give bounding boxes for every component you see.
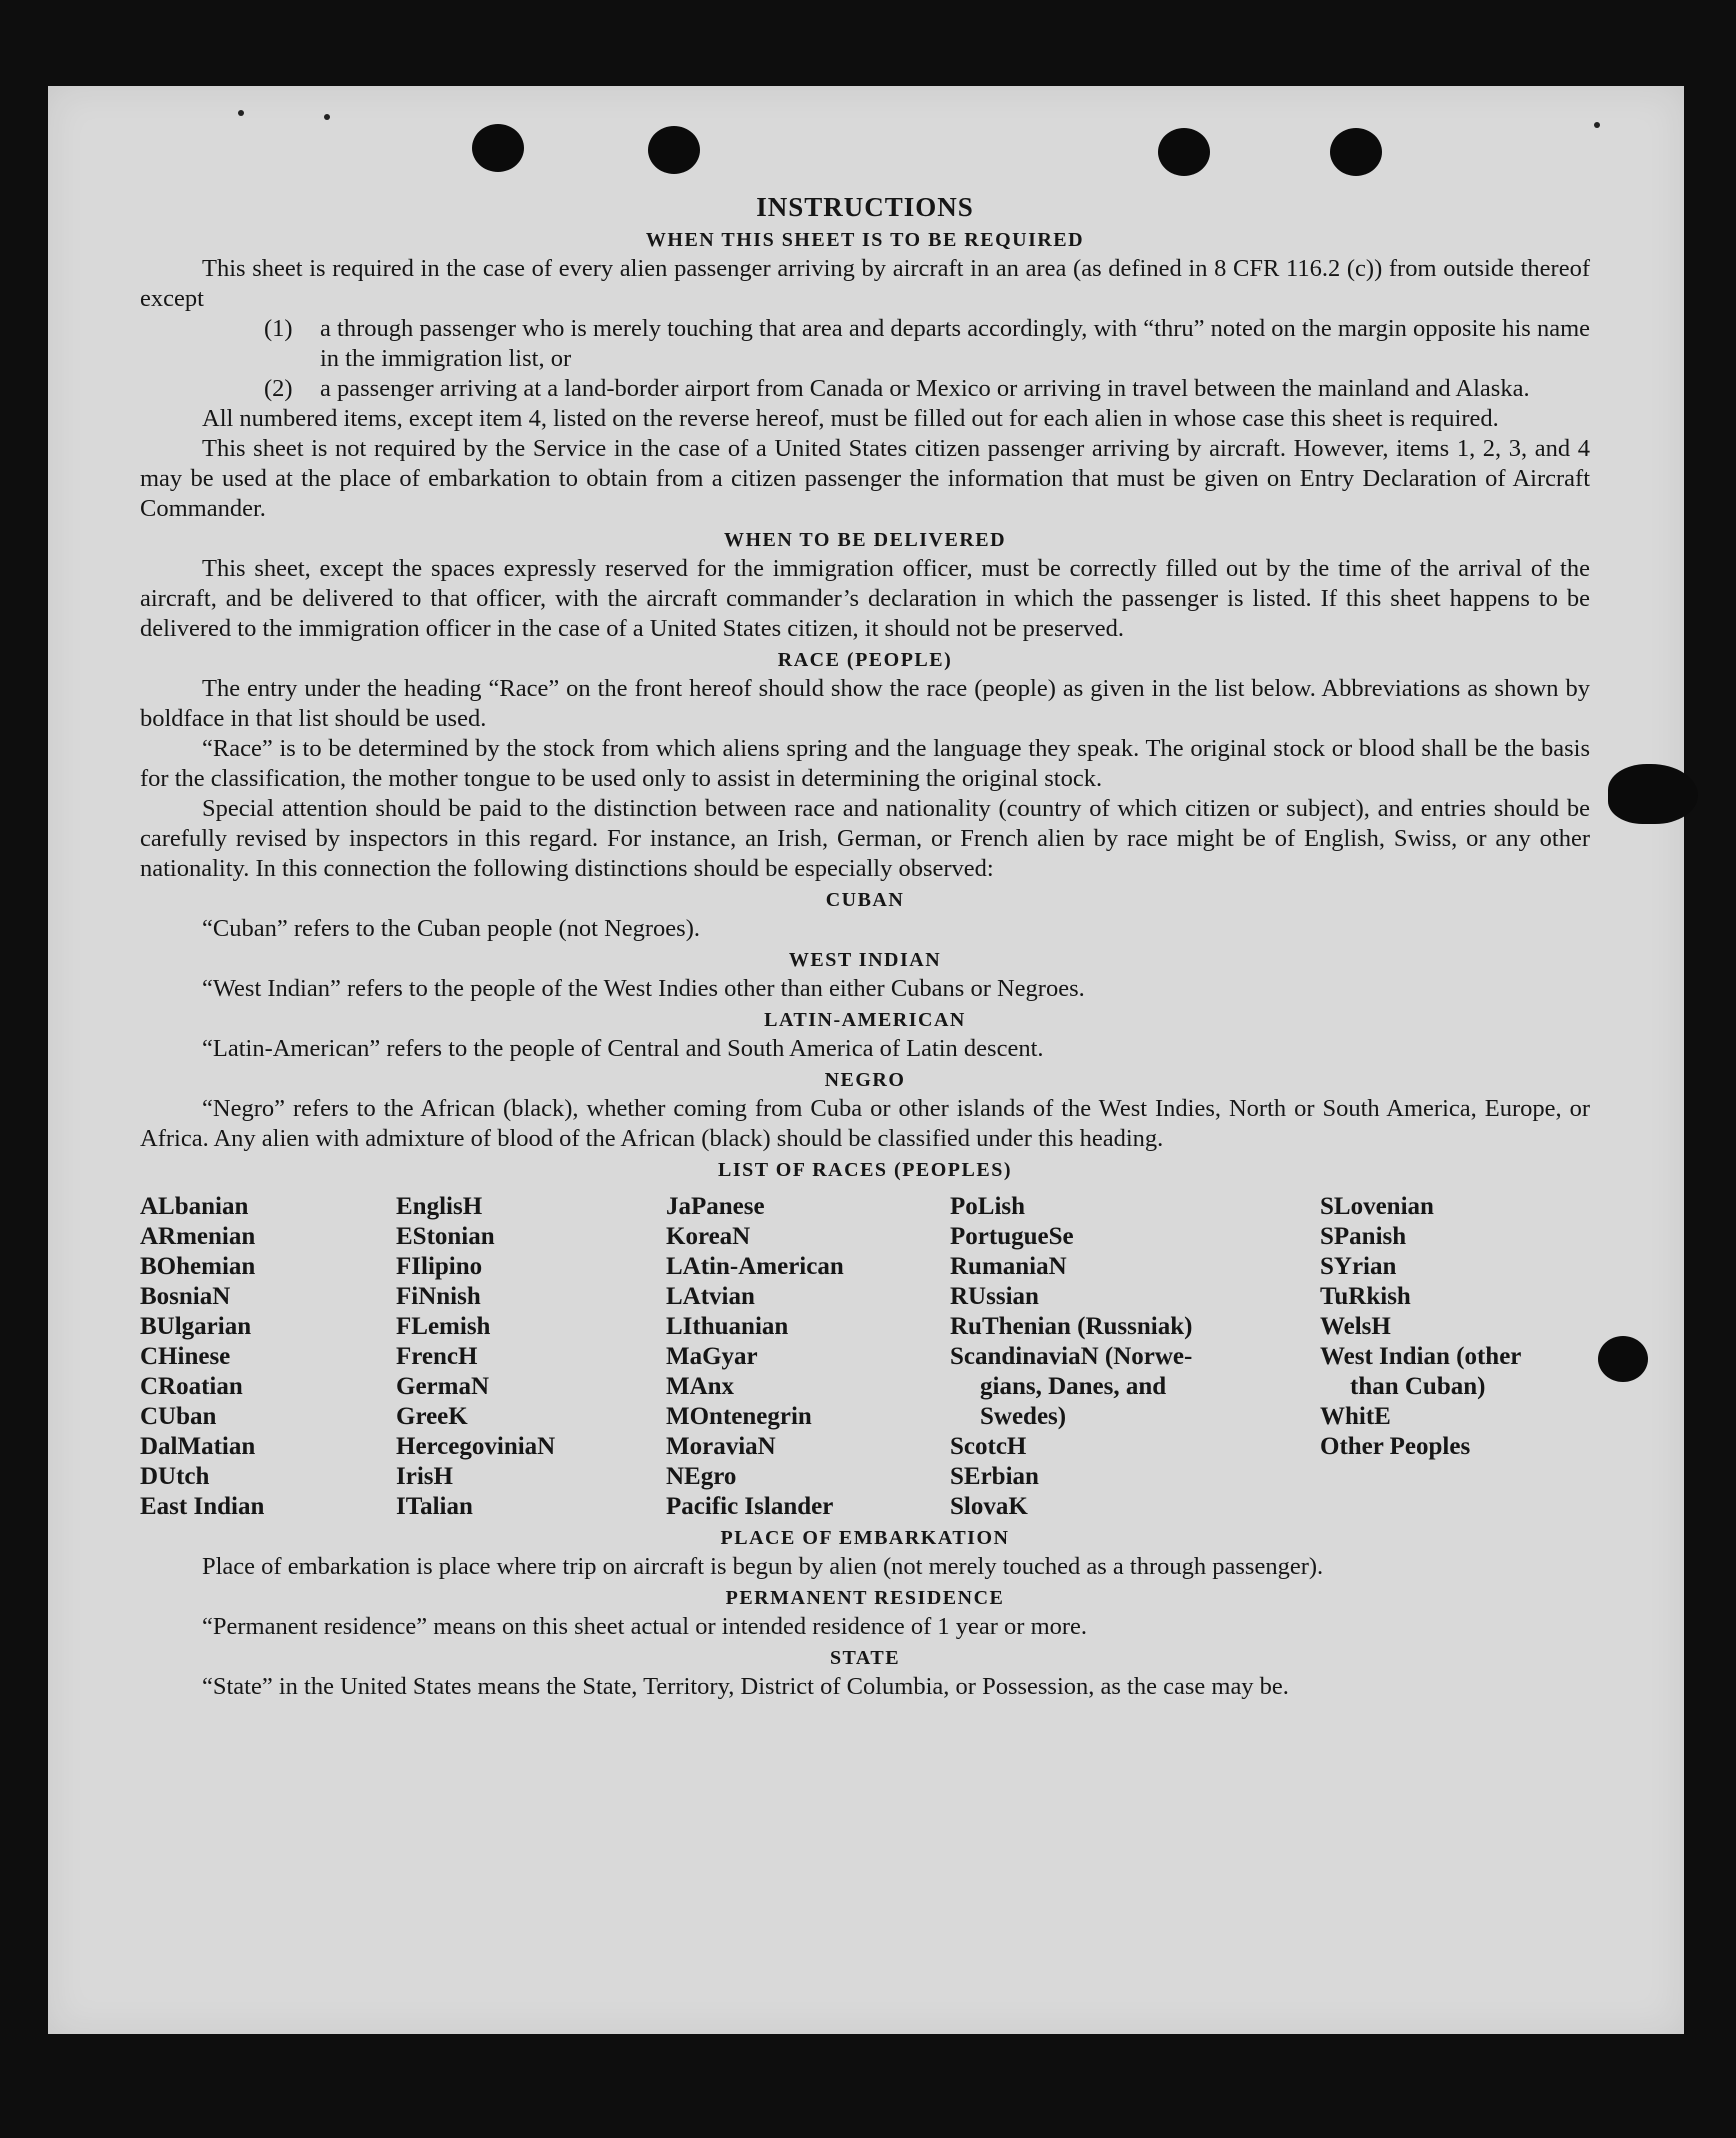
section-heading-negro: NEGRO xyxy=(824,1069,906,1091)
race-entry: ALbanian xyxy=(140,1193,249,1220)
race-entry: KoreaN xyxy=(666,1223,751,1250)
race-entry: Pacific Islander xyxy=(666,1493,834,1520)
race-entry: NEgro xyxy=(666,1463,737,1490)
race-entry: WhitE xyxy=(1320,1403,1391,1430)
item-text: a passenger arriving at a land-border airport from Canada or Mexico or arriving in travel between the mainland and Alaska. xyxy=(320,375,1530,402)
paragraph: This sheet is not required by the Service in the case of a United States citizen passenger arriving by aircraft. However, items 1, 2, 3, and 4 may be used at the place of embarkation to obtain from a citizen passenger the information that must be given on Entry Declaration of Aircraft Commander. xyxy=(140,435,1590,522)
race-entry: HercegoviniaN xyxy=(396,1433,556,1460)
section-heading-cuban: CUBAN xyxy=(825,889,905,911)
paragraph: Special attention should be paid to the distinction between race and nationality (country of which citizen or subject), and entries should be carefully revised by inspectors in this regard. For instance, an Irish, German, or French alien by race might be of English, Swiss, or any other nationality. In this connection the following distinctions should be especially observed: xyxy=(140,795,1590,882)
race-entry: Other Peoples xyxy=(1320,1433,1471,1460)
speck xyxy=(238,110,244,116)
race-entry: MOntenegrin xyxy=(666,1403,812,1430)
race-column xyxy=(950,1192,1320,1522)
paragraph: This sheet, except the spaces expressly reserved for the immigration officer, must be correctly filled out by the time of the arrival of the aircraft, and be delivered to that officer, with the aircraft commander’s declaration in which the passenger is listed. If this sheet happens to be delivered to the immigration officer in the case of a United States citizen, it should not be preserved. xyxy=(140,555,1590,642)
paragraph: “Race” is to be determined by the stock from which aliens spring and the language they speak. The original stock or blood shall be the basis for the classification, the mother tongue to be used only to assist in determining the original stock. xyxy=(140,735,1590,792)
paragraph: “State” in the United States means the State, Territory, District of Columbia, or Possession, as the case may be. xyxy=(202,1673,1289,1700)
list-item xyxy=(264,374,1590,404)
race-entry: LAtin-American xyxy=(666,1253,844,1280)
race-entry: East Indian xyxy=(140,1493,265,1520)
race-entry: MaGyar xyxy=(666,1343,758,1370)
race-column xyxy=(140,1192,396,1522)
paragraph: “Permanent residence” means on this sheet actual or intended residence of 1 year or more. xyxy=(202,1613,1088,1640)
race-entry: ARmenian xyxy=(140,1223,256,1250)
race-entry: LIthuanian xyxy=(666,1313,789,1340)
punch-hole xyxy=(1158,128,1210,176)
race-entry: SPanish xyxy=(1320,1223,1407,1250)
race-entry: SErbian xyxy=(950,1463,1039,1490)
race-entry: WelsH xyxy=(1320,1313,1391,1340)
race-entry-continued: Swedes) xyxy=(980,1403,1067,1430)
race-list xyxy=(140,1192,1590,1522)
race-entry: TuRkish xyxy=(1320,1283,1411,1310)
race-entry: DalMatian xyxy=(140,1433,256,1460)
section-heading-state: STATE xyxy=(829,1647,901,1669)
item-number: (2) xyxy=(264,375,293,402)
item-number: (1) xyxy=(264,315,293,342)
race-entry-continued: than Cuban) xyxy=(1350,1373,1486,1400)
race-entry: ScotcH xyxy=(950,1433,1027,1460)
section-heading-embarkation: PLACE OF EMBARKATION xyxy=(720,1527,1010,1549)
item-text: a through passenger who is merely touching that area and departs accordingly, with “thru” noted on the margin opposite his name in the immigration list, or xyxy=(320,315,1590,372)
torn-edge xyxy=(1608,764,1698,824)
section-heading-latin-american: LATIN-AMERICAN xyxy=(764,1009,966,1031)
race-entry: FLemish xyxy=(396,1313,491,1340)
race-entry: PortugueSe xyxy=(950,1223,1074,1250)
paragraph: The entry under the heading “Race” on the front hereof should show the race (people) as given in the list below. Abbreviations as shown by boldface in that list should be used. xyxy=(140,675,1590,732)
list-item xyxy=(264,314,1590,374)
speck xyxy=(1594,122,1600,128)
race-entry: SYrian xyxy=(1320,1253,1397,1280)
section-heading-race: RACE (PEOPLE) xyxy=(777,649,953,671)
race-entry: EStonian xyxy=(396,1223,495,1250)
speck xyxy=(324,114,330,120)
race-entry: BOhemian xyxy=(140,1253,256,1280)
instructions-body xyxy=(140,190,1590,1702)
paragraph: All numbered items, except item 4, listed on the reverse hereof, must be filled out for each alien in whose case this sheet is required. xyxy=(202,405,1499,432)
race-entry: ScandinaviaN (Norwe- xyxy=(950,1343,1193,1370)
race-entry: GermaN xyxy=(396,1373,490,1400)
punch-hole xyxy=(472,124,524,172)
punch-hole xyxy=(648,126,700,174)
section-heading-required: WHEN THIS SHEET IS TO BE REQUIRED xyxy=(645,229,1085,251)
page-title: INSTRUCTIONS xyxy=(756,192,974,222)
section-heading-delivered: WHEN TO BE DELIVERED xyxy=(723,529,1007,551)
race-entry: JaPanese xyxy=(666,1193,765,1220)
race-entry: West Indian (other xyxy=(1320,1343,1522,1370)
race-entry: LAtvian xyxy=(666,1283,755,1310)
race-entry: IrisH xyxy=(396,1463,453,1490)
race-entry: GreeK xyxy=(396,1403,468,1430)
race-entry: BUlgarian xyxy=(140,1313,252,1340)
race-entry: MoraviaN xyxy=(666,1433,776,1460)
section-heading-list-of-races: LIST OF RACES (PEOPLES) xyxy=(717,1159,1012,1181)
punch-hole xyxy=(1598,1336,1648,1382)
paragraph: This sheet is required in the case of every alien passenger arriving by aircraft in an area (as defined in 8 CFR 116.2 (c)) from outside thereof except xyxy=(140,255,1590,312)
race-entry: CRoatian xyxy=(140,1373,243,1400)
race-entry: SlovaK xyxy=(950,1493,1028,1520)
paragraph: “Negro” refers to the African (black), whether coming from Cuba or other islands of the West Indies, North or South America, Europe, or Africa. Any alien with admixture of blood of the African (black) should be classified under this heading. xyxy=(140,1095,1590,1152)
race-entry: FIlipino xyxy=(396,1253,483,1280)
race-entry: RuThenian (Russniak) xyxy=(950,1313,1193,1340)
paragraph: Place of embarkation is place where trip on aircraft is begun by alien (not merely touched as a through passenger). xyxy=(202,1553,1324,1580)
race-entry: ITalian xyxy=(396,1493,473,1520)
race-entry: SLovenian xyxy=(1320,1193,1434,1220)
race-entry: CUban xyxy=(140,1403,217,1430)
race-entry: FrencH xyxy=(396,1343,478,1370)
race-column xyxy=(396,1192,666,1522)
paragraph: “Cuban” refers to the Cuban people (not Negroes). xyxy=(202,915,700,942)
paragraph: “Latin-American” refers to the people of Central and South America of Latin descent. xyxy=(202,1035,1044,1062)
race-entry: FiNnish xyxy=(396,1283,481,1310)
race-entry: RUssian xyxy=(950,1283,1039,1310)
race-entry: DUtch xyxy=(140,1463,210,1490)
race-entry: CHinese xyxy=(140,1343,231,1370)
race-entry: RumaniaN xyxy=(950,1253,1067,1280)
section-heading-west-indian: WEST INDIAN xyxy=(788,949,942,971)
race-column xyxy=(666,1192,950,1522)
race-entry: EnglisH xyxy=(396,1193,483,1220)
punch-hole xyxy=(1330,128,1382,176)
race-column xyxy=(1320,1192,1580,1522)
race-entry: BosniaN xyxy=(140,1283,231,1310)
race-entry: PoLish xyxy=(950,1193,1026,1220)
race-entry: MAnx xyxy=(666,1373,735,1400)
section-heading-residence: PERMANENT RESIDENCE xyxy=(725,1587,1005,1609)
race-entry-continued: gians, Danes, and xyxy=(980,1373,1167,1400)
paragraph: “West Indian” refers to the people of the West Indies other than either Cubans or Negroes. xyxy=(202,975,1085,1002)
